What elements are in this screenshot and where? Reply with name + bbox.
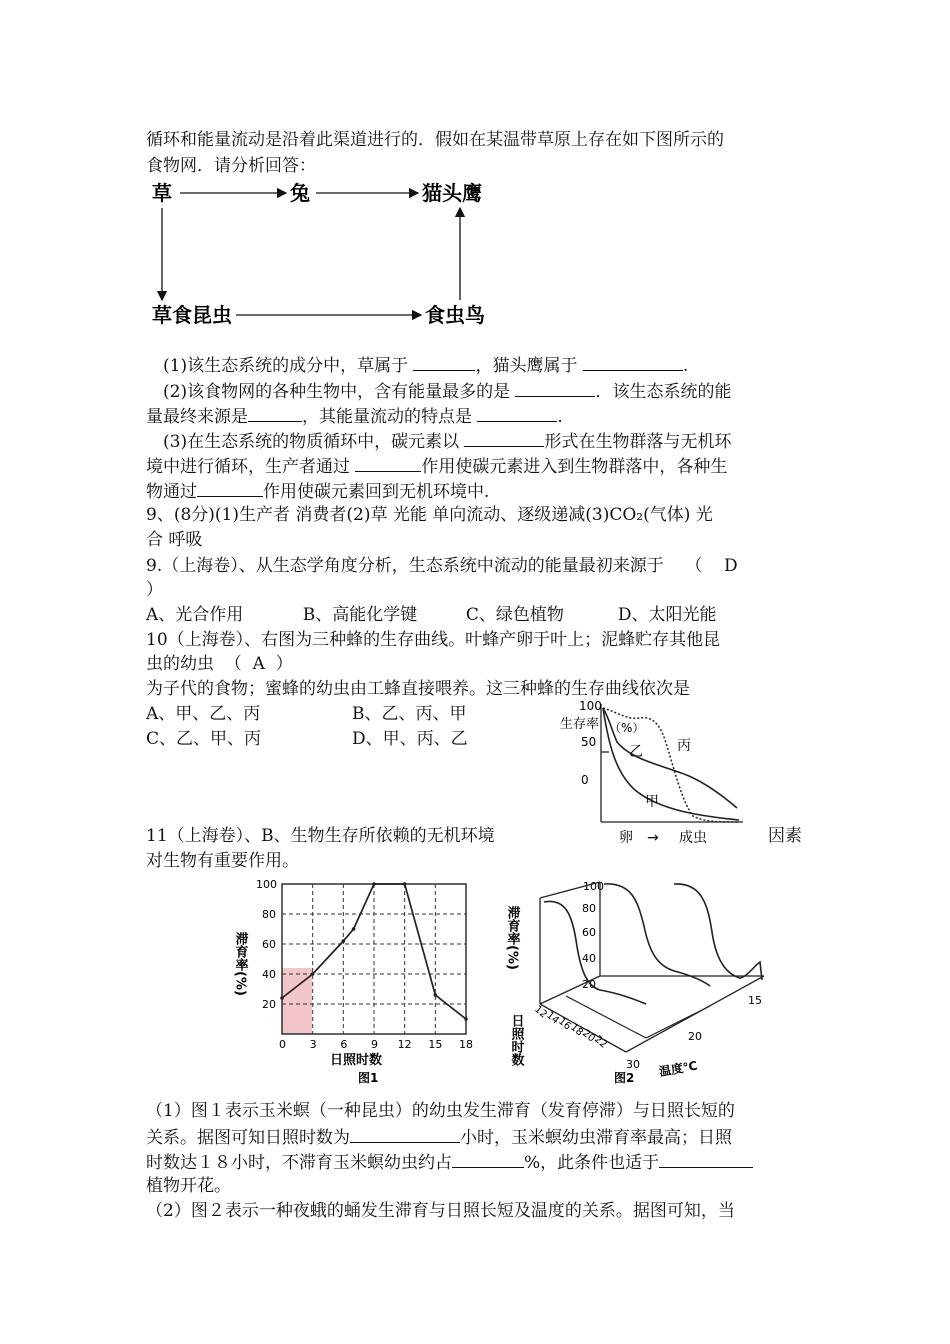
fig1-xtick: 9 [371,1038,378,1051]
node-grass: 草 [152,181,172,205]
q8-blank-carbon-form[interactable] [464,428,544,447]
q11-sub1-text-d: 时数达１８小时，不滞育玉米螟幼虫约占 [146,1153,452,1173]
fig2-curve-15 [674,884,762,980]
fig2-y40: 40 [582,952,596,965]
fig1-ytick: 20 [262,998,276,1011]
fig1-ytick: 60 [262,938,276,951]
food-web-diagram [140,176,520,336]
answer-line-1: 9、(8分)(1)生产者 消费者(2)草 光能 单向流动、逐级递减(3)CO₂(气体) 光 [146,505,713,525]
fig2-y100: 100 [583,880,604,893]
survival-xlabel-arrow: → [647,830,659,846]
q8-p3c-text-a: 物通过 [146,482,197,502]
q10-option-d: D、甲、丙、乙 [352,729,468,749]
q8-part2-cont [146,403,563,429]
q8-blank-grass[interactable] [413,352,475,371]
q8-p3b-text-a: 境中进行循环，生产者通过 [146,457,356,477]
fig1-ytick: 100 [256,878,277,891]
fig1-data-point [342,939,346,943]
survival-yunit: （%） [609,721,645,735]
fig2-xlabel: 日照时数 [508,1014,524,1066]
fig2-caption: 图2 [614,1071,635,1085]
q11-sub1-line1: （1）图１表示玉米螟（一种昆虫）的幼虫发生滞育（发育停滞）与日照长短的 [146,1101,735,1121]
q8-p1-text-b: ，猫头鹰属于 [475,356,583,376]
fig1-data-point [352,927,356,931]
fig2-xtick-18: 18 [568,1021,585,1039]
fig2-ztick-15: 15 [748,994,762,1007]
q8-blank-return-process[interactable] [197,478,263,497]
fig2-ylabel: 滞育率(%) [504,906,520,970]
fig1-data-point [464,1017,468,1021]
fig1-data-point [372,882,376,886]
q8-blank-energy-source[interactable] [248,403,302,422]
q11-sub1-line4: 植物开花。 [146,1176,231,1196]
q8-part2 [163,378,731,404]
fig1-ytick: 80 [262,908,276,921]
node-rabbit: 兔 [290,181,310,205]
survival-y0: 0 [581,773,589,787]
fig1-xtick: 0 [279,1038,286,1051]
survival-xlabel-start: 卵 [619,830,633,846]
q11-sub1-text-b: 关系。据图可知日照时数为 [146,1128,350,1148]
fig1-ylabel: 滞育率(%) [232,932,248,996]
label-bing: 丙 [677,738,691,754]
fig1-xtick: 12 [397,1038,412,1051]
q11-sub1-text-c: 小时，玉米螟幼虫滞育率最高；日照 [460,1128,732,1148]
q11-line-2: 对生物有重要作用。 [146,851,299,871]
q11-sub1-line3 [146,1149,753,1175]
fig1-data-point [434,993,438,997]
q8-p2-text-b: ．该生态系统的能 [595,382,732,402]
fig2-xtick-14: 14 [544,1009,561,1027]
q11-sub1-line2 [146,1124,732,1150]
q10-option-b: B、乙、丙、甲 [352,704,467,724]
fig1-ytick: 40 [262,968,276,981]
node-owl: 猫头鹰 [422,181,482,205]
q10-line-1: 10（上海卷）、右图为三种蜂的生存曲线。叶蜂产卵于叶上；泥蜂贮存其他昆 [146,630,721,650]
q8-blank-most-energy[interactable] [515,378,595,397]
survival-y100: 100 [579,699,602,713]
fig2-y20: 20 [582,978,596,991]
fig2-curve-20 [604,884,710,986]
survival-y50: 50 [581,735,597,749]
fig1-data-point [403,882,407,886]
q11-blank-hours[interactable] [350,1124,460,1143]
fig2-ztick-20: 20 [688,1030,702,1043]
fig2-y80: 80 [582,902,596,915]
fig1-xtick: 6 [340,1038,348,1051]
q9-stem: 9.（上海卷）、从生态学角度分析，生态系统中流动的能量最初来源于 （ D [146,556,738,576]
fig1-xtick: 18 [459,1038,473,1051]
q8-p3b-text-b: 作用使碳元素进入到生物群落中，各种生 [421,457,728,477]
fig1-xlabel: 日照时数 [330,1053,383,1068]
q10-line-3: 为子代的食物；蜜蜂的幼虫由工蜂直接喂养。这三种蜂的生存曲线依次是 [146,679,690,699]
q11-blank-plant-type[interactable] [659,1149,753,1168]
q10-option-c: C、乙、甲、丙 [146,729,262,749]
fig2-xtick-12: 12 [532,1003,549,1021]
q10-option-a: A、甲、乙、丙 [146,704,261,724]
q11-line-1-end: 因素 [768,826,802,846]
q8-p2-text-a: (2)该食物网的各种生物中，含有能量最多的是 [163,382,516,402]
label-yi: 乙 [629,744,643,760]
q11-sub1-text-e: %，此条件也适于 [524,1153,660,1173]
intro-line-2: 食物网．请分析回答： [146,156,316,176]
q8-blank-producer-process[interactable] [355,453,421,472]
q10-line-2: 虫的幼虫 （ A ） [146,654,293,674]
fig2-xtick-22: 22 [592,1033,609,1051]
q8-part3 [163,428,731,454]
figure-1-chart [220,876,480,1088]
q8-p3c-text-b: 作用使碳元素回到无机环境中. [263,482,490,502]
node-insect: 草食昆虫 [152,303,232,327]
q8-blank-owl[interactable] [583,352,683,371]
q8-p1-text-c: . [682,356,689,376]
q8-part3-cont1 [146,453,727,479]
q8-part3-cont2 [146,478,489,504]
intro-line-1: 循环和能量流动是沿着此渠道进行的．假如在某温带草原上存在如下图所示的 [146,130,724,150]
q11-sub2-line1: （2）图２表示一种夜蛾的蛹发生滞育与日照长短及温度的关系。据图可知，当 [146,1201,735,1221]
fig1-caption: 图1 [358,1071,379,1085]
fig1-data-point [280,996,284,1000]
q8-p3-text-b: 形式在生物群落与无机环 [544,432,732,452]
q9-options: A、光合作用 B、高能化学键 C、绿色植物 D、太阳光能 [146,605,717,625]
fig2-y60: 60 [582,926,596,939]
q8-part1 [163,352,688,378]
fig2-xtick-20: 20 [580,1027,597,1045]
node-bird: 食虫鸟 [425,303,485,327]
fig2-zlabel: 温度℃ [658,1058,699,1079]
q8-p2c-text-c: . [557,407,563,427]
q8-p2c-text-a: 量最终来源是 [146,407,248,427]
q8-blank-energy-feature[interactable] [477,403,557,422]
answer-line-2: 合 呼吸 [146,530,203,550]
figure-2-chart [496,876,786,1088]
survival-xlabel-end: 成虫 [679,830,707,846]
fig2-xtick-16: 16 [556,1015,573,1033]
label-jia: 甲 [645,794,659,810]
q11-blank-percent[interactable] [452,1149,524,1168]
q8-p2c-text-b: ，其能量流动的特点是 [302,407,478,427]
q8-p3-text-a: (3)在生态系统的物质循环中，碳元素以 [163,432,465,452]
fig1-data-point [311,972,315,976]
q11-line-1: 11（上海卷）、B、生物生存所依赖的无机环境 [146,826,495,846]
survival-curve-chart [555,698,755,850]
q9-stem-end: ） [146,580,163,600]
survival-ylabel: 生存率 [560,717,600,732]
q8-p1-text-a: (1)该生态系统的成分中，草属于 [163,356,414,376]
fig1-xtick: 3 [309,1038,317,1051]
fig2-ztick-30: 30 [626,1058,640,1071]
fig1-xtick: 15 [428,1038,443,1051]
